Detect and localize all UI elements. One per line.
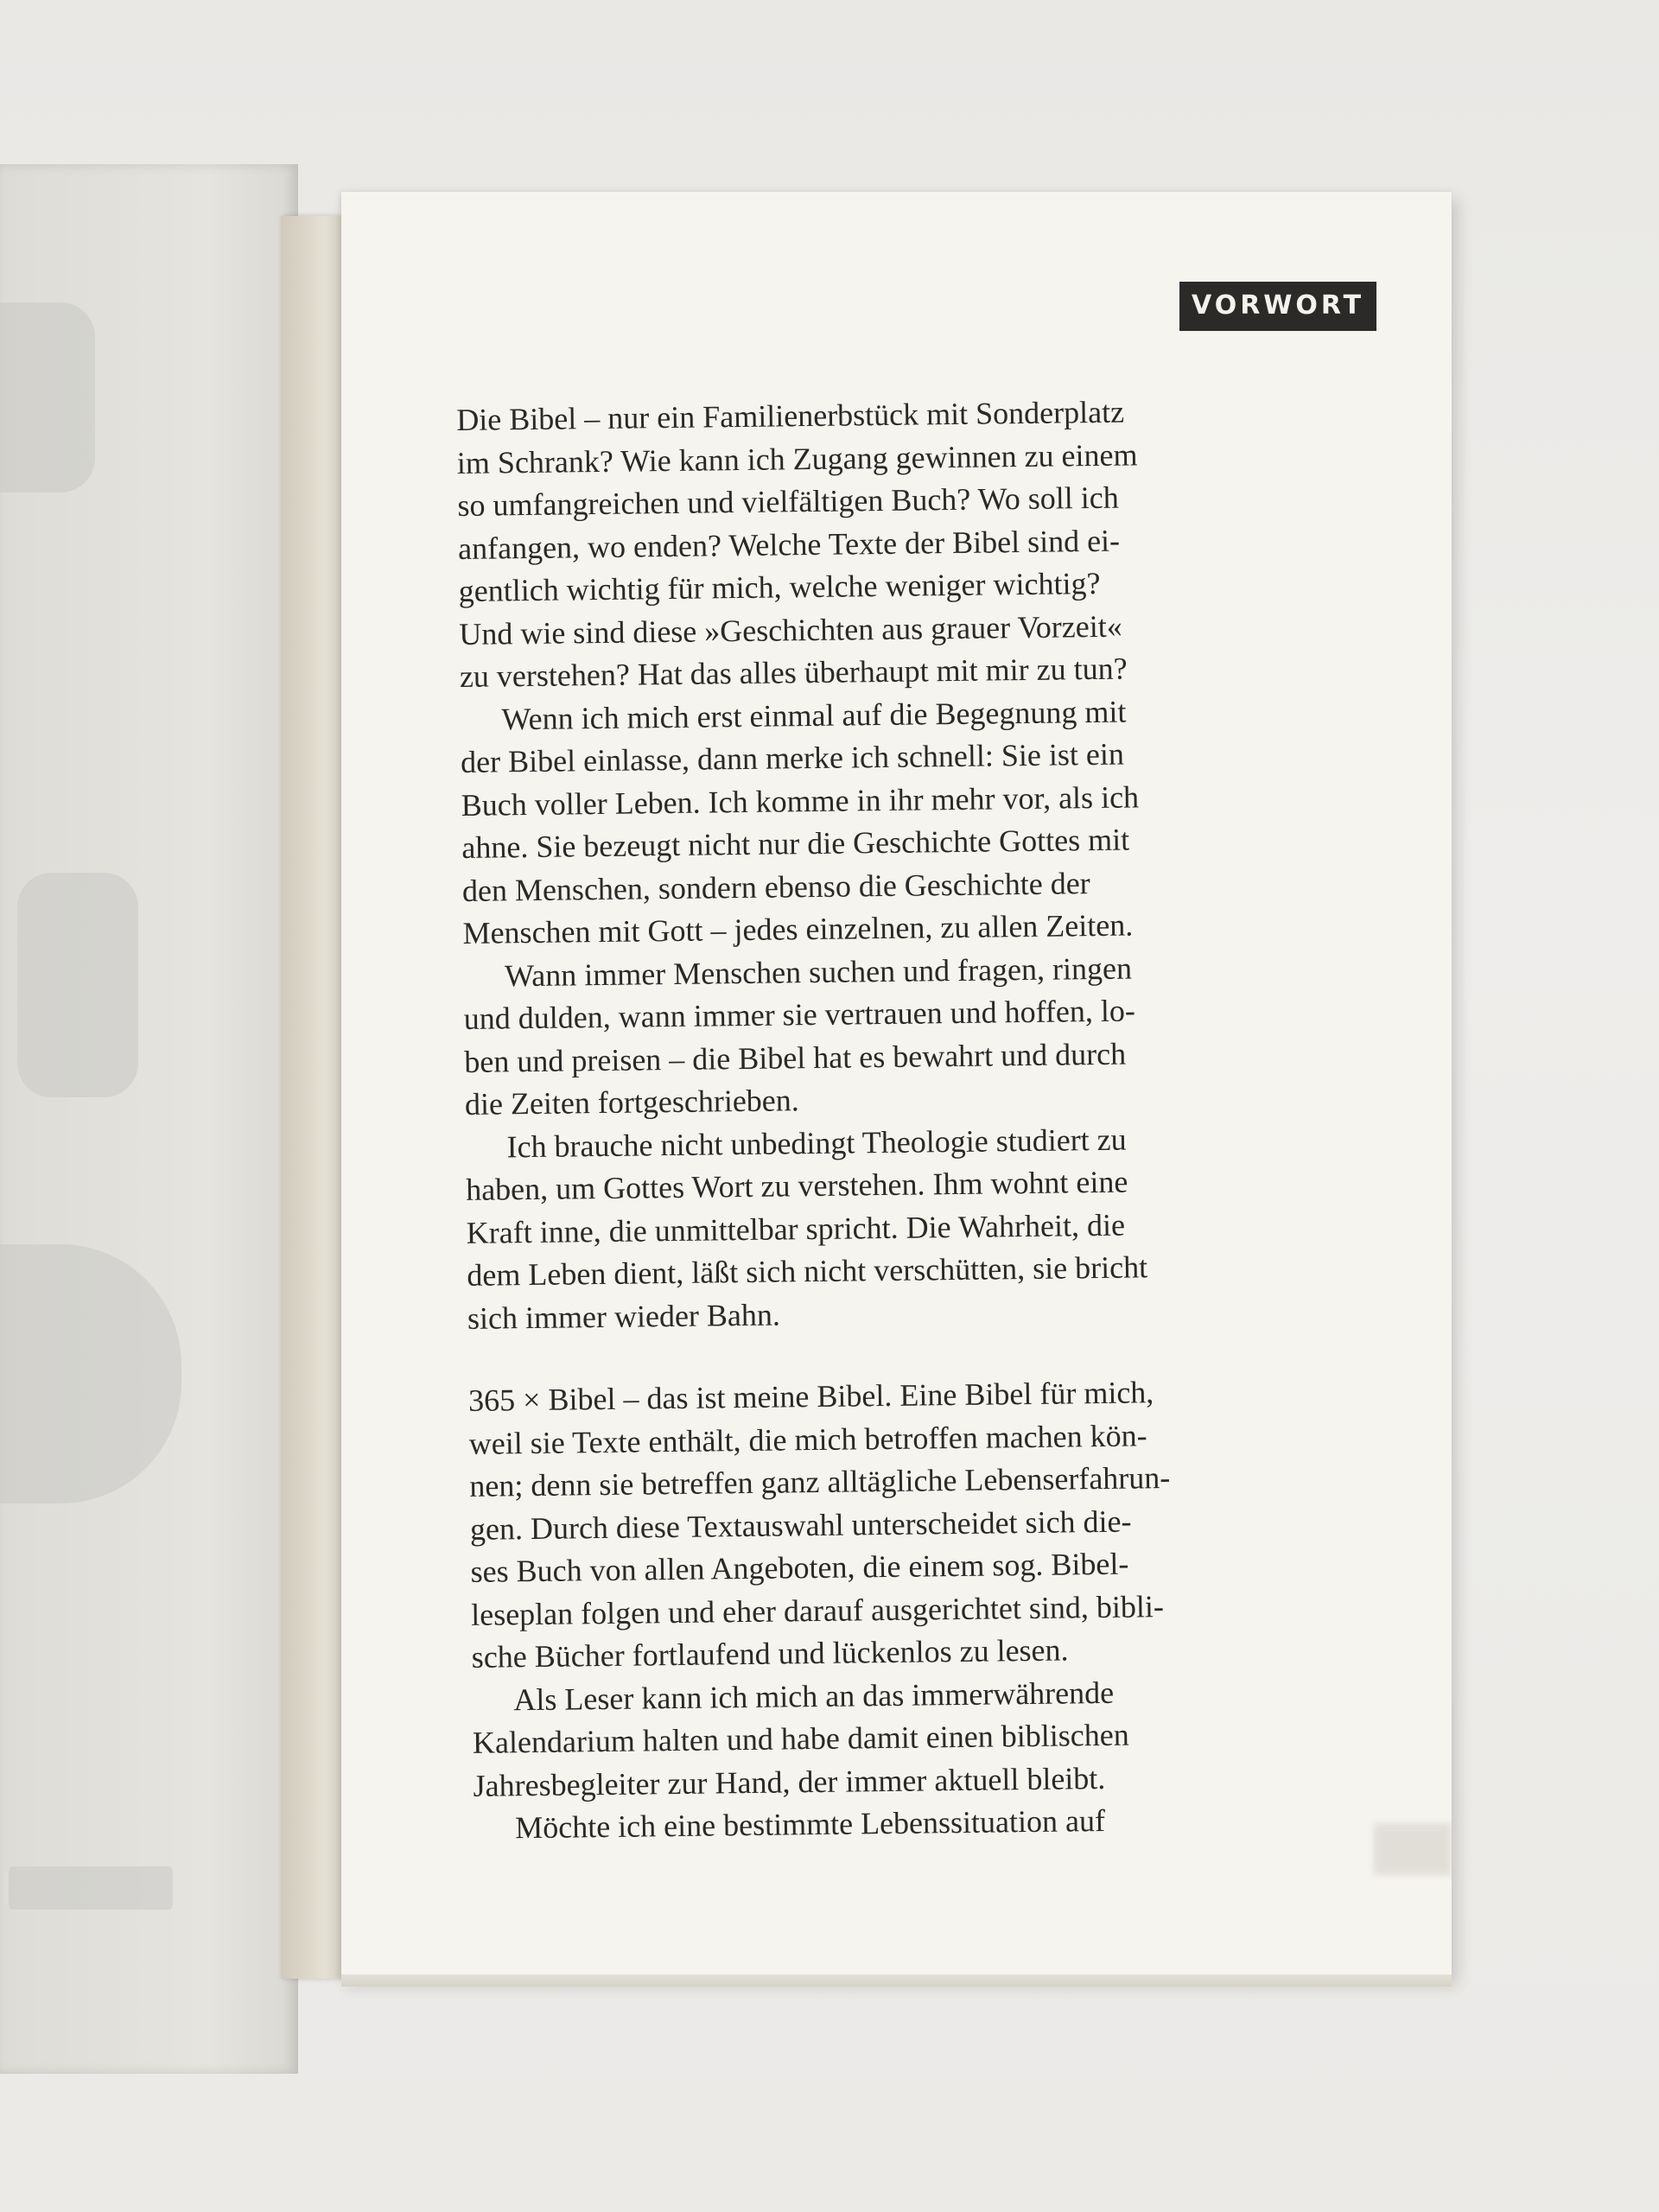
text-line: zu verstehen? Hat das alles überhaupt mit mir zu tun?: [459, 651, 1128, 694]
text-line: nen; denn sie betreffen ganz alltägliche Lebenserfahrun-: [469, 1460, 1171, 1503]
text-line: gentlich wichtig für mich, welche weniger wichtig?: [458, 565, 1101, 608]
text-line: den Menschen, sondern ebenso die Geschichte der: [461, 865, 1090, 908]
text-line: ben und preisen – die Bibel hat es bewahrt und durch: [464, 1036, 1127, 1079]
text-line: haben, um Gottes Wort zu verstehen. Ihm wohnt eine: [465, 1164, 1128, 1207]
text-line: Kraft inne, die unmittelbar spricht. Die Wahrheit, die: [466, 1207, 1126, 1250]
paragraph: [474, 1797, 1308, 1850]
text-line: ahne. Sie bezeugt nicht nur die Geschichte Gottes mit: [461, 822, 1130, 865]
text-line: weil sie Texte enthält, die mich betroffen machen kön-: [468, 1417, 1147, 1461]
show-through-letterform: [9, 1866, 173, 1910]
show-through-letterform: [0, 1244, 181, 1503]
paragraph: [472, 1669, 1307, 1808]
text-line: Wann immer Menschen suchen und fragen, ringen: [504, 950, 1133, 993]
text-line: so umfangreichen und vielfältigen Buch? Wo soll ich: [457, 480, 1119, 523]
text-line: 365 × Bibel – das ist meine Bibel. Eine Bibel für mich,: [467, 1375, 1154, 1418]
text-line: leseplan folgen und eher darauf ausgerichtet sind, bibli-: [470, 1588, 1165, 1632]
foreword-text: [456, 389, 1307, 1850]
text-line: ses Buch von allen Angeboten, die einem sog. Bibel-: [470, 1546, 1129, 1589]
paragraph: [456, 389, 1294, 698]
paragraph: [463, 945, 1299, 1127]
text-line: Und wie sind diese »Geschichten aus grauer Vorzeit«: [459, 608, 1122, 652]
text-line: im Schrank? Wie kann ich Zugang gewinnen zu einem: [456, 436, 1138, 480]
text-line: Die Bibel – nur ein Familienerbstück mit Sonderplatz: [456, 394, 1125, 437]
page-bottom-edge: [341, 1974, 1452, 1986]
text-line: sich immer wieder Bahn.: [467, 1297, 781, 1336]
text-line: Menschen mit Gott – jedes einzelnen, zu allen Zeiten.: [462, 907, 1134, 950]
section-header-badge: VORWORT: [1179, 282, 1376, 331]
text-line: der Bibel einlasse, dann merke ich schnell: Sie ist ein: [460, 736, 1125, 779]
text-line: Ich brauche nicht unbedingt Theologie studiert zu: [506, 1122, 1127, 1164]
text-line: Möchte ich eine bestimmte Lebenssituation auf: [514, 1802, 1106, 1846]
show-through-letterform: [17, 873, 138, 1097]
text-line: Kalendarium halten und habe damit einen biblischen: [472, 1717, 1129, 1760]
text-line: die Zeiten fortgeschrieben.: [464, 1083, 800, 1122]
paragraph: [460, 689, 1297, 956]
text-line: Als Leser kann ich mich an das immerwährende: [513, 1675, 1115, 1717]
text-line: sche Bücher fortlaufend und lückenlos zu lesen.: [471, 1632, 1069, 1675]
left-book-page: [0, 164, 298, 2074]
paragraph: [465, 1116, 1301, 1340]
text-line: dem Leben dient, läßt sich nicht verschütten, sie bricht: [467, 1249, 1148, 1293]
text-line: Wenn ich mich erst einmal auf die Begegnung mit: [501, 694, 1127, 736]
text-line: gen. Durch diese Textauswahl unterscheidet sich die-: [469, 1503, 1132, 1547]
page-smudge: [1374, 1823, 1452, 1875]
text-line: Buch voller Leben. Ich komme in ihr mehr vor, als ich: [461, 779, 1140, 823]
text-line: anfangen, wo enden? Welche Texte der Bibel sind ei-: [457, 523, 1121, 566]
paragraph: [468, 1370, 1306, 1679]
show-through-letterform: [0, 302, 95, 493]
right-book-page: [341, 192, 1452, 1979]
text-line: Jahresbegleiter zur Hand, der immer aktuell bleibt.: [473, 1760, 1106, 1803]
book-spine: [281, 216, 343, 1979]
text-line: und dulden, wann immer sie vertrauen und hoffen, lo-: [463, 993, 1136, 1036]
